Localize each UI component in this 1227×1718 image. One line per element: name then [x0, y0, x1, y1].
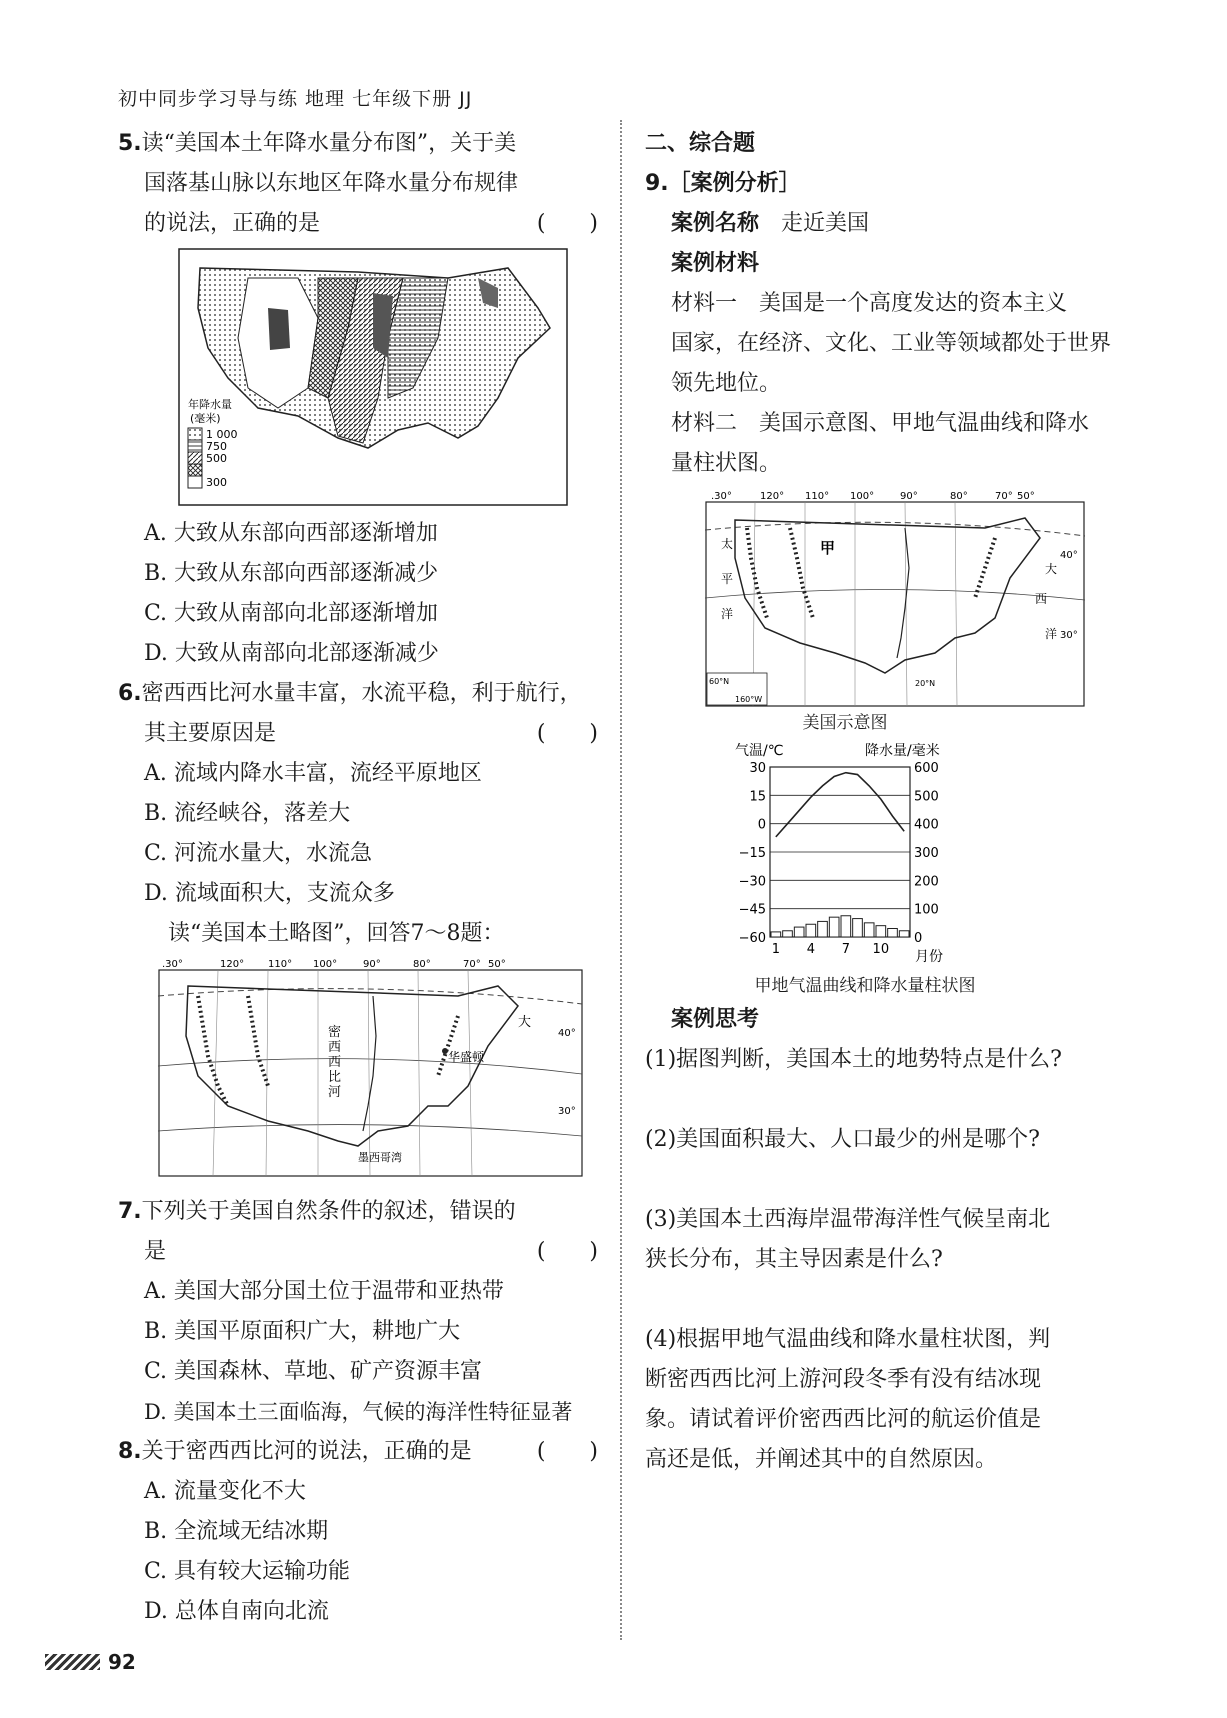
y-tick-label: −60 [738, 931, 766, 946]
longitude-label: 110° [805, 491, 830, 502]
question-text: 国落基山脉以东地区年降水量分布规律 [144, 171, 519, 196]
question-text: 其主要原因是 [144, 721, 277, 746]
precip-bar [829, 917, 839, 937]
legend-unit: (毫米) [190, 412, 221, 425]
option-a[interactable]: A. 大致从东部向西部逐渐增加 [144, 521, 438, 546]
question-text: 的说法，正确的是 [144, 211, 321, 236]
us-schematic-map [705, 488, 1125, 708]
longitude-label: 120° [760, 491, 785, 502]
x-tick-label: 7 [841, 942, 850, 957]
right-column [645, 124, 1125, 1480]
answer-blank[interactable]: ( ) [536, 1239, 598, 1264]
question-5 [118, 124, 598, 674]
running-header: 初中同步学习导与练 地理 七年级下册 JJ [118, 88, 473, 110]
think-question-4: (4)根据甲地气温曲线和降水量柱状图，判 [645, 1327, 1051, 1352]
longitude-label: 90° [900, 491, 918, 502]
map-label: 墨西哥湾 [358, 1151, 402, 1164]
longitude-label: 80° [950, 491, 968, 502]
option-d[interactable]: D. 流域面积大，支流众多 [144, 881, 395, 906]
x-tick-label: 1 [771, 942, 780, 957]
y-tick-label: −30 [738, 874, 766, 890]
option-c[interactable]: C. 美国森林、草地、矿产资源丰富 [144, 1359, 483, 1384]
option-c[interactable]: C. 河流水量大，水流急 [144, 841, 373, 866]
map-label: 大 [1045, 562, 1058, 576]
option-a[interactable]: A. 流量变化不大 [144, 1479, 306, 1504]
case-name-label: 案例名称 [671, 211, 760, 236]
answer-blank[interactable]: ( ) [536, 211, 598, 236]
y2-tick-label: 600 [914, 761, 939, 776]
x-tick-label: 4 [806, 942, 815, 957]
climate-chart-svg [705, 739, 1045, 971]
material-1-text: 领先地位。 [671, 371, 782, 396]
question-number: 8. [118, 1439, 142, 1464]
legend-label: 500 [206, 452, 227, 465]
question-text: 读“美国本土年降水量分布图”，关于美 [141, 131, 517, 156]
think-question-2: (2)美国面积最大、人口最少的州是哪个? [645, 1127, 1040, 1152]
y2-tick-label: 100 [914, 902, 939, 918]
question-text: 是 [144, 1239, 167, 1264]
longitude-label: .30° [162, 959, 183, 970]
precip-bar [853, 919, 863, 937]
option-b[interactable]: B. 美国平原面积广大，耕地广大 [144, 1319, 461, 1344]
think-question-4-cont: 象。请试着评价密西西比河的航运价值是 [645, 1407, 1042, 1432]
map-label: 洋 [1045, 627, 1058, 641]
precip-bar [771, 932, 781, 937]
option-a[interactable]: A. 美国大部分国土位于温带和亚热带 [144, 1279, 504, 1304]
question-number: 6. [118, 681, 142, 706]
option-c[interactable]: C. 具有较大运输功能 [144, 1559, 351, 1584]
longitude-label: 110° [268, 959, 293, 970]
latitude-label: 40° [558, 1028, 576, 1039]
question-text: 关于密西西比河的说法，正确的是 [141, 1439, 472, 1464]
longitude-label: 100° [313, 959, 338, 970]
precip-bar [818, 921, 828, 937]
map-label: 西 [328, 1040, 342, 1055]
map-label: 华盛顿 [448, 1050, 485, 1064]
question-text: 密西西比河水量丰富，水流平稳，利于航行， [141, 681, 582, 706]
longitude-label: 70° [463, 959, 481, 970]
page-number: 92 [108, 1650, 136, 1674]
material-1-text: 国家，在经济、文化、工业等领域都处于世界 [671, 331, 1112, 356]
y2-tick-label: 500 [914, 789, 939, 805]
legend-label: 1 000 [206, 428, 238, 441]
climate-chart [705, 739, 1125, 971]
us-outline-map-svg [158, 956, 583, 1178]
think-question-3: (3)美国本土西海岸温带海洋性气候呈南北 [645, 1207, 1051, 1232]
x-axis-label: 月份 [915, 949, 943, 965]
option-d[interactable]: D. 大致从南部向北部逐渐减少 [144, 641, 439, 666]
y-tick-label: −45 [738, 902, 766, 918]
y-tick-label: −15 [738, 846, 766, 861]
map-label: 平 [721, 572, 734, 586]
page-footer [45, 1650, 136, 1674]
y2-tick-label: 0 [914, 931, 923, 946]
option-d[interactable]: D. 美国本土三面临海，气候的海洋性特征显著 [144, 1400, 573, 1424]
answer-space[interactable] [645, 1080, 1125, 1120]
map-label: 比 [328, 1070, 342, 1085]
precipitation-map-svg [178, 248, 568, 506]
intro-7-8: 读“美国本土略图”，回答7～8题： [168, 921, 505, 946]
precipitation-map [178, 248, 598, 510]
precip-bar [876, 926, 886, 937]
precip-bar [806, 924, 816, 937]
question-9-title: 9.［案例分析］ [645, 171, 801, 196]
longitude-label: .30° [711, 491, 732, 502]
precip-bar [783, 931, 793, 937]
longitude-label: 90° [363, 959, 381, 970]
think-question-4-cont: 断密西西比河上游河段冬季有没有结冰现 [645, 1367, 1042, 1392]
map-label: 河 [328, 1085, 342, 1100]
option-d[interactable]: D. 总体自南向北流 [144, 1599, 329, 1624]
map-label: 密 [328, 1025, 342, 1040]
precip-bar [899, 931, 909, 937]
y2-tick-label: 300 [914, 846, 939, 861]
longitude-label: 100° [850, 491, 875, 502]
option-b[interactable]: B. 流经峡谷，落差大 [144, 801, 351, 826]
question-7 [118, 1192, 598, 1432]
section-title: 二、综合题 [645, 131, 756, 156]
map-label: 洋 [721, 607, 734, 621]
map-label: 太 [721, 537, 734, 551]
longitude-label: 80° [413, 959, 431, 970]
material-2-text: 材料二 美国示意图、甲地气温曲线和降水 [671, 411, 1090, 436]
map-label: 大 [518, 1015, 532, 1030]
y-tick-label: 15 [749, 789, 766, 805]
latitude-label: 40° [1060, 550, 1078, 561]
precip-bar [841, 916, 851, 937]
question-number: 7. [118, 1199, 142, 1224]
longitude-label: 50° [488, 959, 506, 970]
inset-label: 20°N [915, 679, 936, 688]
latitude-label: 30° [1060, 630, 1078, 641]
latitude-label: 30° [558, 1106, 576, 1117]
us-schematic-map-svg [705, 488, 1085, 708]
precip-bar [864, 923, 874, 937]
answer-space[interactable] [645, 1160, 1125, 1200]
legend-label: 300 [206, 476, 227, 489]
stripe-decoration [45, 1654, 100, 1670]
precip-bar [794, 927, 804, 937]
y-tick-label: 0 [757, 817, 766, 833]
think-question-4-cont: 高还是低，并阐述其中的自然原因。 [645, 1447, 998, 1472]
y-tick-label: 30 [749, 761, 766, 776]
option-b[interactable]: B. 大致从东部向西部逐渐减少 [144, 561, 439, 586]
legend-title: 年降水量 [188, 398, 232, 411]
longitude-label: 70° [995, 491, 1013, 502]
question-8 [118, 1432, 598, 1632]
longitude-label: 120° [220, 959, 245, 970]
map-label: 西 [328, 1055, 342, 1070]
option-c[interactable]: C. 大致从南部向北部逐渐增加 [144, 601, 439, 626]
inset-label: 160°W [735, 695, 763, 704]
inset-label: 60°N [709, 677, 730, 686]
question-text: 下列关于美国自然条件的叙述，错误的 [141, 1199, 516, 1224]
option-a[interactable]: A. 流域内降水丰富，流经平原地区 [144, 761, 482, 786]
y2-tick-label: 400 [914, 817, 939, 833]
location-jia: 甲 [820, 539, 836, 557]
question-number: 5. [118, 131, 142, 156]
map-label: 西 [1035, 592, 1048, 606]
y-axis-label-left: 气温/℃ [735, 743, 784, 759]
precip-bar [888, 929, 898, 938]
longitude-label: 50° [1017, 491, 1035, 502]
think-question-3-cont: 狭长分布，其主导因素是什么? [645, 1247, 943, 1272]
temperature-curve [776, 773, 904, 837]
think-question-1: (1)据图判断，美国本土的地势特点是什么? [645, 1047, 1062, 1072]
case-name: 走近美国 [781, 211, 870, 236]
answer-blank[interactable]: ( ) [536, 721, 598, 746]
answer-space[interactable] [645, 1280, 1125, 1320]
left-column [118, 124, 598, 1632]
option-b[interactable]: B. 全流域无结冰期 [144, 1519, 329, 1544]
question-6 [118, 674, 598, 914]
legend-label: 750 [206, 440, 227, 453]
case-material-label: 案例材料 [671, 251, 760, 276]
material-2-text: 量柱状图。 [671, 451, 782, 476]
column-divider [620, 120, 622, 1640]
y-axis-label-right: 降水量/毫米 [865, 743, 940, 759]
think-title: 案例思考 [671, 1007, 760, 1032]
x-tick-label: 10 [872, 942, 890, 957]
us-outline-map [158, 956, 598, 1184]
answer-blank[interactable]: ( ) [536, 1439, 598, 1464]
material-1-text: 材料一 美国是一个高度发达的资本主义 [671, 291, 1068, 316]
climate-caption: 甲地气温曲线和降水量柱状图 [754, 976, 976, 996]
y2-tick-label: 200 [914, 874, 939, 890]
map-caption: 美国示意图 [802, 713, 888, 733]
